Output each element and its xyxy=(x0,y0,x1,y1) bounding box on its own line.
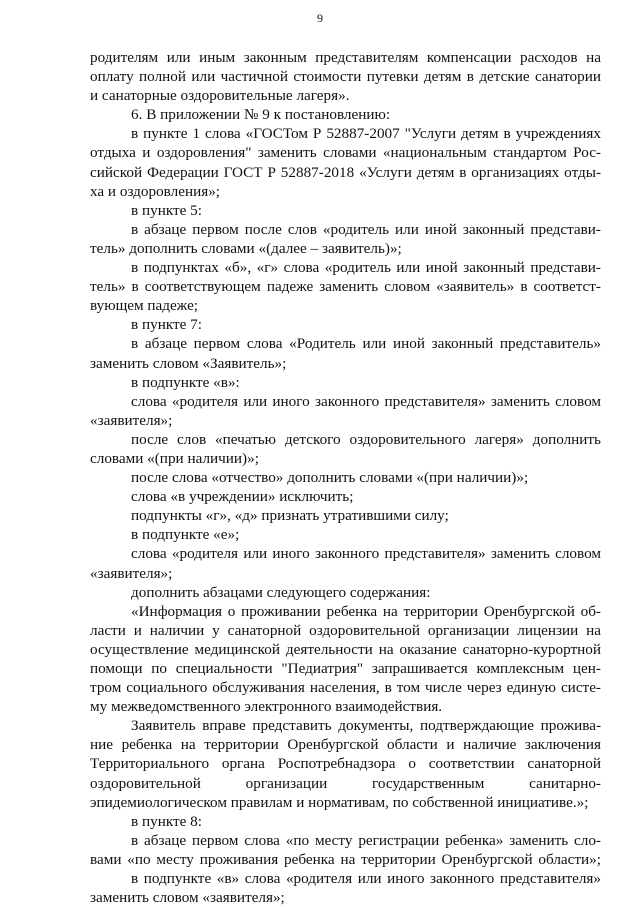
text-line: заменить словом «заявителя»; xyxy=(90,889,285,907)
text-line: вами «по месту проживания ребенка на территории Оренбургской области»; xyxy=(90,850,601,868)
text-line: 6. В приложении № 9 к постановлению: xyxy=(131,106,391,124)
text-line: му межведомственного электронного взаимодействия. xyxy=(90,698,443,716)
text-line: оздоровительной организации государственным санитарно- xyxy=(90,774,601,792)
text-line: «заявителя»; xyxy=(90,564,173,582)
text-line: родителям или иным законным представителям компенсации расходов на xyxy=(90,49,601,66)
text-line: в подпункте «е»; xyxy=(131,526,240,544)
text-line: и санаторные оздоровительные лагеря». xyxy=(90,87,350,105)
text-line: тель» в соответствующем падеже заменить словом «заявитель» в соответст- xyxy=(90,278,601,296)
text-line: ласти и наличии у санаторной оздоровительной организации лицензии на xyxy=(90,621,601,639)
text-line: словами «(при наличии)»; xyxy=(90,449,259,467)
text-line: в пункте 5: xyxy=(131,201,202,219)
text-line: «заявителя»; xyxy=(90,411,173,429)
text-line: в подпунктах «б», «г» слова «родитель или иной законный представи- xyxy=(131,259,601,277)
text-line: в абзаце первом слова «по месту регистрации ребенка» заменить сло- xyxy=(131,831,601,849)
text-line: эпидемиологическом правилам и нормативам, по собственной инициативе.»; xyxy=(90,793,589,811)
text-line: подпункты «г», «д» признать утратившими силу; xyxy=(131,507,449,525)
text-line: Территориального органа Роспотребнадзора о соответствии санаторной xyxy=(90,755,601,773)
text-line: осуществление медицинской деятельности на оказание санаторно-курортной xyxy=(90,640,601,658)
text-line: «Информация о проживании ребенка на территории Оренбургской об- xyxy=(131,602,601,620)
text-line: в подпункте «в»: xyxy=(131,373,240,391)
text-line: в пункте 1 слова «ГОСТом Р 52887-2007 "Услуги детям в учреждениях xyxy=(131,125,601,143)
text-line: слова «родителя или иного законного представителя» заменить словом xyxy=(131,392,601,410)
text-line: ха и оздоровления»; xyxy=(90,182,221,200)
text-line: в абзаце первом после слов «родитель или иной законный представи- xyxy=(131,220,601,238)
text-line: помощи по специальности "Педиатрия" запрашивается комплексным цен- xyxy=(90,660,601,677)
text-line: заменить словом «Заявитель»; xyxy=(90,354,287,372)
text-line: в подпункте «в» слова «родителя или иного законного представителя» xyxy=(131,870,601,888)
text-line: отдыха и оздоровления" заменить словами «национальным стандартом Рос- xyxy=(90,144,601,162)
text-line: после слова «отчество» дополнить словами «(при наличии)»; xyxy=(131,469,529,487)
text-line: в пункте 8: xyxy=(131,812,202,830)
text-line: дополнить абзацами следующего содержания: xyxy=(131,583,431,601)
text-line: вующем падеже; xyxy=(90,297,199,315)
text-line: слова «в учреждении» исключить; xyxy=(131,488,354,506)
text-line: сийской Федерации ГОСТ Р 52887-2018 «Услуги детям в организациях отды- xyxy=(90,163,601,181)
text-line: Заявитель вправе представить документы, подтверждающие прожива- xyxy=(131,717,601,735)
text-line: в абзаце первом слова «Родитель или иной законный представитель» xyxy=(131,335,601,353)
text-line: тель» дополнить словами «(далее – заявитель)»; xyxy=(90,239,402,257)
text-line: оплату полной или частичной стоимости путевки детям в детские санатории xyxy=(90,68,601,86)
page-number: 9 xyxy=(317,11,323,25)
text-line: слова «родителя или иного законного представителя» заменить словом xyxy=(131,545,601,563)
text-line: после слов «печатью детского оздоровительного лагеря» дополнить xyxy=(131,430,601,448)
text-line: в пункте 7: xyxy=(131,316,202,334)
document-body xyxy=(90,48,601,907)
text-line: тром социального обслуживания населения, в том числе через единую систе- xyxy=(90,679,601,697)
text-line: ние ребенка на территории Оренбургской области и наличие заключения xyxy=(90,736,601,754)
